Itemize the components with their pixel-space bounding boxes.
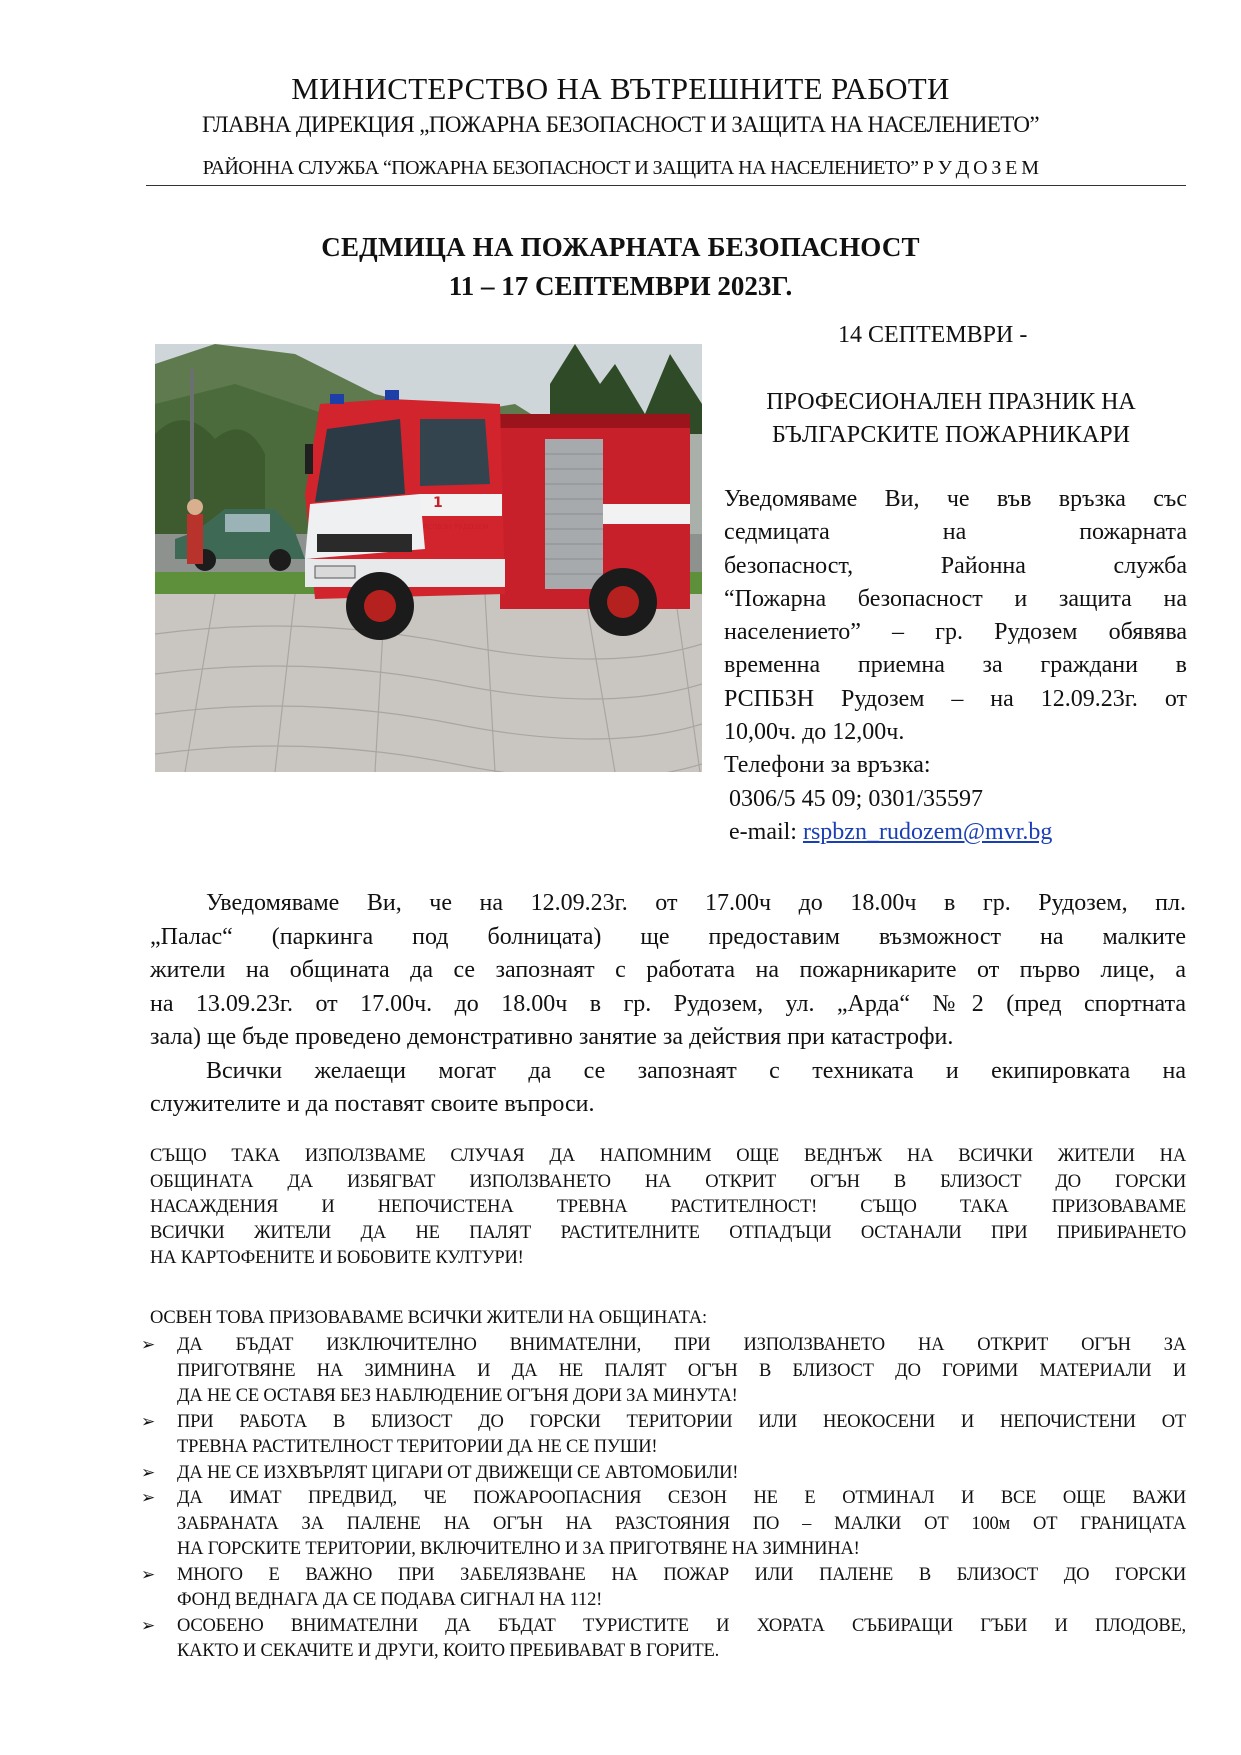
warning-line: ВСИЧКИ ЖИТЕЛИ ДА НЕ ПАЛЯТ РАСТИТЕЛНИТЕ ОТПАДЪЦИ ОСТАНАЛИ ПРИ ПРИБИРАНЕТО [150,1222,1186,1243]
truck-label-text: РСПБЗН РУДОЗЕМ [423,523,489,531]
notice-line: РСПБЗН Рудозем – на 12.09.23г. от [724,685,1187,712]
notice-line: населението” – гр. Рудозем обявява [724,619,1187,646]
main-paragraphs [150,887,1186,1122]
email-link[interactable]: rspbzn_rudozem@mvr.bg [802,818,1053,845]
document-title: СЕДМИЦА НА ПОЖАРНАТА БЕЗОПАСНОСТ [321,232,920,262]
document-dates: 11 – 17 СЕПТЕМВРИ 2023Г. [448,271,793,301]
ministry-heading: МИНИСТЕРСТВО НА ВЪТРЕШНИТЕ РАБОТИ [291,71,950,106]
appeal-list [141,1333,1186,1665]
email-row [724,816,1187,849]
notice-line: седмицата на пожарната [724,519,1187,546]
phone-numbers: 0306/5 45 09; 0301/35597 [729,785,984,812]
list-item-line: ТРЕВНА РАСТИТЕЛНОСТ ТЕРИТОРИИ ДА НЕ СЕ ПУШИ! [177,1437,658,1457]
paragraph-line: зала) ще бъде проведено демонстративно занятие за действия при катастрофи. [150,1024,954,1050]
list-item-line: МНОГО Е ВАЖНО ПРИ ЗАБЕЛЯЗВАНЕ НА ПОЖАР ИЛИ ПАЛЕНЕ В БЛИЗОСТ ДО ГОРСКИ [177,1564,1186,1585]
paragraph-line: Всички желаещи могат да се запознаят с техниката и екипировката на [206,1057,1186,1084]
fire-truck-photo [155,344,702,772]
list-item [141,1333,1186,1410]
list-item-line: ПРИГОТВЯНЕ НА ЗИМНИНА И ДА НЕ ПАЛЯТ ОГЪН В БЛИЗОСТ ДО ГОРИМИ МАТЕРИАЛИ И [177,1360,1186,1381]
list-item-line: ДА НЕ СЕ ИЗХВЪРЛЯТ ЦИГАРИ ОТ ДВИЖЕЩИ СЕ АВТОМОБИЛИ! [177,1462,739,1483]
list-item-line: ДА БЪДАТ ИЗКЛЮЧИТЕЛНО ВНИМАТЕЛНИ, ПРИ ИЗПОЛЗВАНЕТО НА ОТКРИТ ОГЪН ЗА [177,1335,1186,1355]
holiday-title [720,386,1182,452]
warning-line: НАСАЖДЕНИЯ И НЕПОЧИСТЕНА ТРЕВНА РАСТИТЕЛНОСТ! СЪЩО ТАКА ПРИЗОВАВАМЕ [150,1197,1186,1217]
list-item-line: ФОНД ВЕДНАГА ДА СЕ ПОДАВА СИГНАЛ НА 112! [177,1590,603,1610]
truck-number-text: 1 [433,495,443,511]
paragraph-line: на 13.09.23г. от 17.00ч. до 18.00ч в гр. Рудозем, ул. „Арда“ №2 (пред спортната [150,990,1186,1017]
notice-line: безопасност, Районна служба [724,552,1187,579]
arrowhead-bullet-icon: ➢ [141,1488,156,1508]
directorate-heading: ГЛАВНА ДИРЕКЦИЯ „ПОЖАРНА БЕЗОПАСНОСТ И ЗАЩИТА НА НАСЕЛЕНИЕТО” [201,112,1040,137]
holiday-title-line2: БЪЛГАРСКИТЕ ПОЖАРНИКАРИ [772,422,1130,448]
list-item [141,1410,1186,1461]
warning-line: НА КАРТОФЕНИТЕ И БОБОВИТЕ КУЛТУРИ! [150,1248,524,1268]
arrowhead-bullet-icon: ➢ [141,1564,156,1585]
service-heading: РАЙОННА СЛУЖБА “ПОЖАРНА БЕЗОПАСНОСТ И ЗАЩИТА НА НАСЕЛЕНИЕТО” Р У Д О З Е М [202,157,1039,179]
paragraph-line: „Палас“ (паркинга под болницата) ще предоставим възможност на малките [150,923,1186,950]
email-label: e-mail: [729,818,797,845]
arrowhead-bullet-icon: ➢ [141,1615,156,1636]
list-item-line: КАКТО И СЕКАЧИТЕ И ДРУГИ, КОИТО ПРЕБИВАВАТ В ГОРИТЕ. [177,1641,720,1661]
list-item-line: ДА НЕ СЕ ОСТАВЯ БЕЗ НАБЛЮДЕНИЕ ОГЪНЯ ДОРИ ЗА МИНУТА! [177,1386,738,1406]
warning-line: ОБЩИНАТА ДА ИЗБЯГВАТ ИЗПОЛЗВАНЕТО НА ОТКРИТ ОГЪН В БЛИЗОСТ ДО ГОРСКИ [150,1171,1186,1192]
holiday-title-line1: ПРОФЕСИОНАЛЕН ПРАЗНИК НА [766,389,1136,415]
reception-notice [724,483,1187,849]
list-item-line: ДА ИМАТ ПРЕДВИД, ЧЕ ПОЖАРООПАСНИЯ СЕЗОН НЕ Е ОТМИНАЛ И ВСЕ ОЩЕ ВАЖИ [177,1488,1186,1508]
list-item-line: ПРИ РАБОТА В БЛИЗОСТ ДО ГОРСКИ ТЕРИТОРИИ ИЛИ НЕОКОСЕНИ И НЕПОЧИСТЕНИ ОТ [177,1411,1186,1432]
arrowhead-bullet-icon: ➢ [141,1411,156,1432]
list-item [141,1563,1186,1614]
warning-line: СЪЩО ТАКА ИЗПОЛЗВАМЕ СЛУЧАЯ ДА НАПОМНИМ ОЩЕ ВЕДНЪЖ НА ВСИЧКИ ЖИТЕЛИ НА [150,1146,1186,1166]
notice-line: Уведомяваме Ви, че във връзка със [724,486,1187,512]
notice-line: “Пожарна безопасност и защита на [724,585,1187,612]
warning-block [150,1144,1186,1272]
header-divider [146,185,1186,186]
list-item-line: ОСОБЕНО ВНИМАТЕЛНИ ДА БЪДАТ ТУРИСТИТЕ И ХОРАТА СЪБИРАЩИ ГЪБИ И ПЛОДОВЕ, [177,1615,1186,1636]
list-item [141,1461,1186,1487]
phones-label: Телефони за връзка: [724,752,931,779]
paragraph-line: жители на общината да се запознаят с работата на пожарникарите от първо лице, а [150,957,1186,983]
arrowhead-bullet-icon: ➢ [141,1462,156,1483]
paragraph-line: Уведомяваме Ви, че на 12.09.23г. от 17.00ч до 18.00ч в гр. Рудозем, пл. [206,890,1186,916]
list-item-line: ЗАБРАНАТА ЗА ПАЛЕНЕ НА ОГЪН НА РАЗСТОЯНИЯ ПО – МАЛКИ ОТ 100м ОТ ГРАНИЦАТА [177,1513,1186,1534]
list-item-line: НА ГОРСКИТЕ ТЕРИТОРИИ, ВКЛЮЧИТЕЛНО И ЗА ПРИГОТВЯНЕ НА ЗИМНИНА! [177,1539,860,1559]
arrowhead-bullet-icon: ➢ [141,1335,156,1355]
list-item [141,1486,1186,1563]
holiday-date: 14 СЕПТЕМВРИ - [838,322,1028,348]
paragraph-line: служителите и да поставят своите въпроси. [150,1091,595,1117]
appeal-intro [150,1306,1186,1332]
notice-line: временна приемна за граждани в [724,652,1187,679]
list-item [141,1614,1186,1665]
appeal-intro-text: ОСВЕН ТОВА ПРИЗОВАВАМЕ ВСИЧКИ ЖИТЕЛИ НА ОБЩИНАТА: [150,1308,707,1328]
notice-line: 10,00ч. до 12,00ч. [724,719,905,746]
